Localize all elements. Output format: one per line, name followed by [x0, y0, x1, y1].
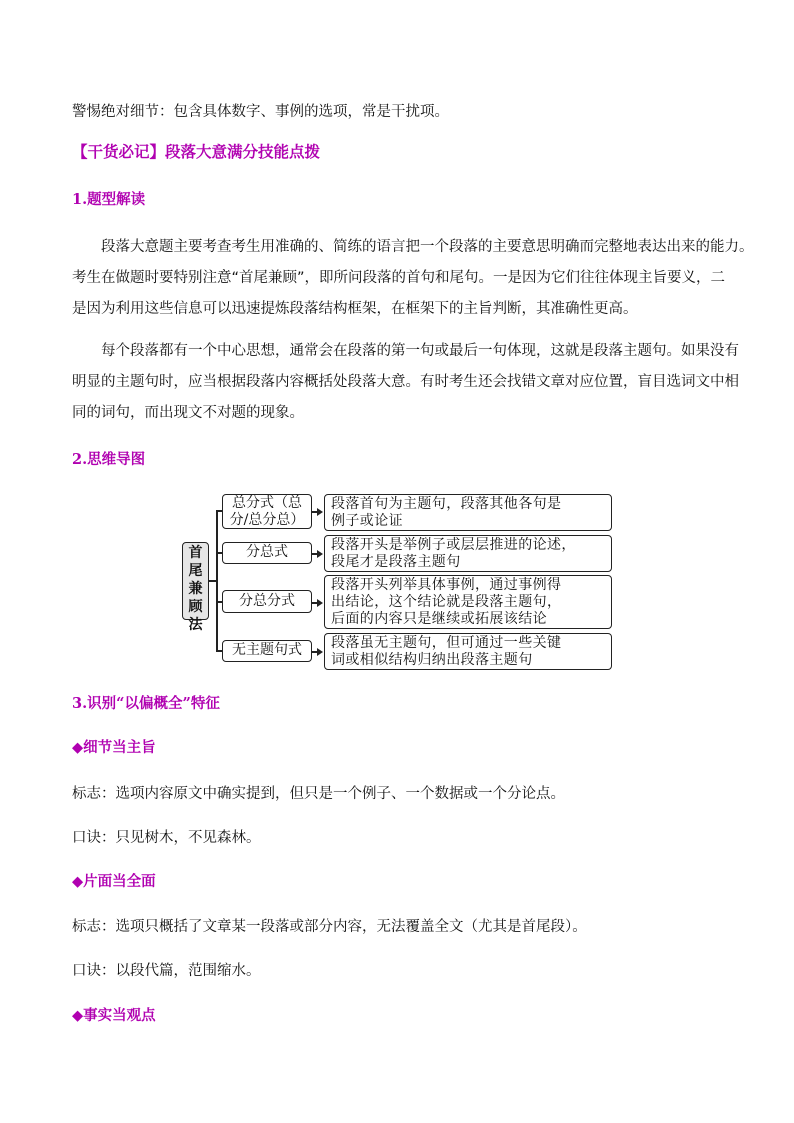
arrow-icon [317, 508, 323, 516]
s3-item-title: ◆细节当主旨 [72, 739, 156, 756]
s3-item-mark: 标志：选项只概括了文章某一段落或部分内容，无法覆盖全文（尤其是首尾段）。 [72, 919, 587, 935]
text-line: 每个段落都有一个中心思想，通常会在段落的第一句或最后一句体现，这就是段落主题句。如果没有 [101, 343, 739, 359]
section-title: 【干货必记】段落大意满分技能点拨 [72, 142, 321, 161]
s3-title: 3.识别“以偏概全”特征 [72, 695, 220, 712]
branch-desc-box [324, 633, 612, 670]
branch-desc-line: 段落虽无主题句，但可通过一些关键 [331, 635, 562, 651]
s3-item-title: ◆事实当观点 [72, 1007, 156, 1024]
branch-desc-line: 段落首句为主题句，段落其他各句是 [331, 496, 562, 512]
root-char: 兼 [188, 581, 203, 597]
branch-type-line: 总分式（总 [232, 495, 302, 511]
branch-desc-line: 出结论，这个结论就是段落主题句， [331, 594, 562, 610]
text-line: 段落大意题主要考查考生用准确的、简练的语言把一个段落的主要意思明确而完整地表达出来的能力。 [101, 239, 754, 255]
s2-title: 2.思维导图 [72, 451, 146, 468]
intro-line: 警惕绝对细节：包含具体数字、事例的选项，常是干扰项。 [72, 104, 449, 120]
branch-type-line: 分总式 [246, 544, 288, 560]
root-char: 首 [188, 545, 203, 561]
s3-item-mark: 标志：选项内容原文中确实提到，但只是一个例子、一个数据或一个分论点。 [72, 786, 565, 802]
mind-map [180, 490, 620, 672]
branch-desc-box [324, 535, 612, 572]
s1-paragraph-2 [72, 336, 739, 429]
root-char: 顾 [188, 599, 203, 615]
branch-desc-line: 段落开头列举具体事例，通过事例得 [331, 577, 562, 593]
root-char: 尾 [188, 563, 203, 579]
branch-desc-line: 段尾才是段落主题句 [331, 554, 461, 570]
connector-line [216, 510, 218, 651]
branch-desc-line: 后面的内容只是继续或拓展该结论 [331, 611, 547, 627]
text-line: 同的词句，而出现文不对题的现象。 [72, 405, 304, 421]
branch-type-box [222, 590, 312, 613]
s3-item-title: ◆片面当全面 [72, 873, 156, 890]
s1-paragraph-1 [72, 232, 754, 325]
arrow-icon [317, 599, 323, 607]
arrow-icon [317, 550, 323, 558]
arrow-icon [317, 648, 323, 656]
branch-type-box [222, 494, 312, 529]
s1-title: 1.题型解读 [72, 191, 146, 208]
mindmap-root [182, 542, 209, 633]
branch-type-box [222, 640, 312, 662]
branch-type-line: 分总分式 [239, 593, 295, 609]
root-char: 法 [188, 617, 203, 633]
s3-item-tip: 口诀：只见树木，不见森林。 [72, 830, 261, 846]
branch-desc-line: 段落开头是举例子或层层推进的论述， [331, 537, 576, 553]
branch-desc-box [324, 494, 612, 531]
branch-type-line: 无主题句式 [232, 642, 302, 658]
branch-desc-line: 例子或论证 [331, 513, 403, 529]
branch-type-box [222, 542, 312, 564]
text-line: 是因为利用这些信息可以迅速提炼段落结构框架，在框架下的主旨判断，其准确性更高。 [72, 301, 638, 317]
branch-desc-box [324, 575, 612, 629]
branch-desc-line: 词或相似结构归纳出段落主题句 [331, 652, 533, 668]
branch-type-line: 分/总分总） [229, 512, 305, 528]
text-line: 考生在做题时要特别注意“首尾兼顾”，即所问段落的首句和尾句。一是因为它们往往体现主旨要义，二 [72, 270, 726, 286]
s3-item-tip: 口诀：以段代篇，范围缩水。 [72, 963, 261, 979]
text-line: 明显的主题句时，应当根据段落内容概括处段落大意。有时考生还会找错文章对应位置，盲目选词文中相 [72, 374, 739, 390]
